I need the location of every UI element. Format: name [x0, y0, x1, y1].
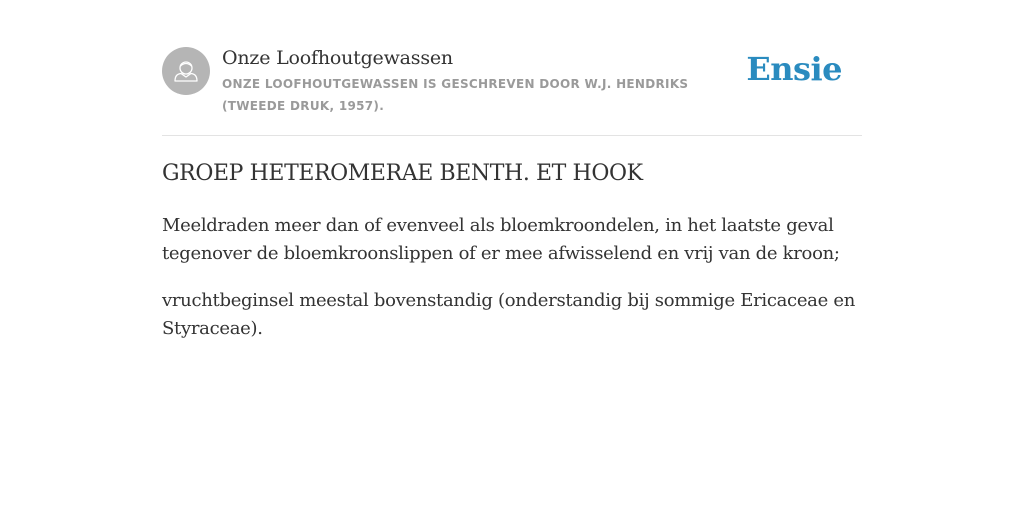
user-icon: [162, 47, 210, 95]
book-subtitle: ONZE LOOFHOUTGEWASSEN IS GESCHREVEN DOOR W.J. HENDRIKS (TWEEDE DRUK, 1957).: [222, 77, 689, 113]
article-heading: GROEP HETEROMERAE BENTH. ET HOOK: [162, 161, 643, 186]
article-paragraph: Meeldraden meer dan of evenveel als bloemkroondelen, in het laatste geval tegenover de bloemkroonslippen of er mee afwisselend en vrij van de kroon;: [162, 215, 840, 264]
article-paragraph: vruchtbeginsel meestal bovenstandig (onderstandig bij sommige Ericaceae en Styraceae).: [162, 290, 856, 339]
book-title[interactable]: Onze Loofhoutgewassen: [222, 47, 453, 69]
book-header: [162, 40, 862, 136]
ensie-logo[interactable]: Ensie: [746, 50, 842, 88]
author-avatar: [162, 47, 210, 95]
book-meta: [222, 44, 752, 117]
article: [162, 158, 862, 343]
